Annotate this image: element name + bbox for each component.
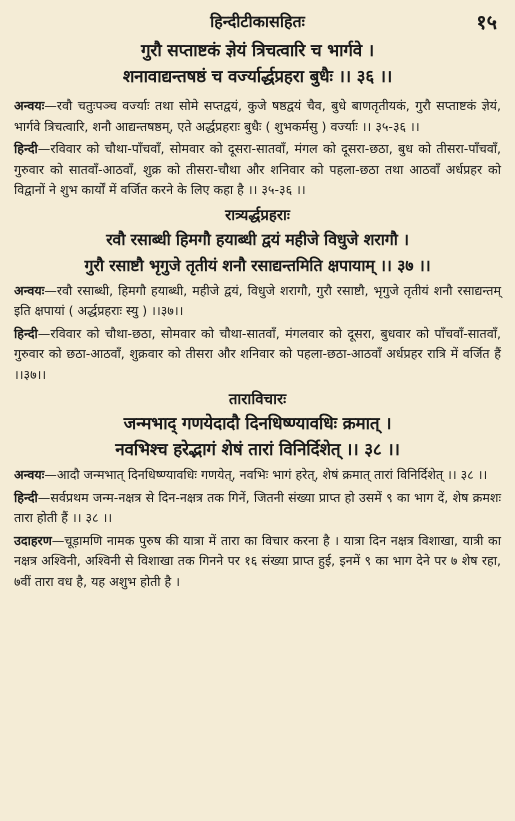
anvaya-38	[14, 465, 501, 486]
verse-line: गुरौ रसाष्टौ भृगुजे तृतीयं शनौ रसाद्यन्तमिति क्षपायाम् ।। ३७ ।।	[84, 255, 431, 275]
hindi-text: —रविवार को चौथा-पाँचवाँ, सोमवार को दूसरा-सातवाँ, मंगल को दूसरा-छठा, बुध को तीसरा-पाँचवाँ, गुरुवार को सातवाँ-आठवाँ, शुक्र को तीसरा-चौथा और शनिवार को पहला-छठा तथा आठवाँ अर्धप्रहर को विद्वानों ने शुभ कार्यों में वर्जित करने के लिए कहा है ।। ३५-३६ ।।	[14, 141, 501, 197]
anvaya-36	[14, 96, 501, 137]
section-title-night: रात्र्यर्द्धप्रहराः	[225, 205, 290, 224]
verse-line: गुरौ सप्ताष्टकं ज्ञेयं त्रिचत्वारि च भार्गवे ।	[141, 41, 374, 61]
hindi-36	[14, 139, 501, 201]
example-text: —चूड़ामणि नामक पुरुष की यात्रा में तारा का विचार करना है । यात्रा दिन नक्षत्र विशाखा, यात्री का नक्षत्र अश्विनी, अश्विनी से विशाखा तक गिनने पर १६ संख्या प्राप्त हुई, इनमें ९ का भाग देने पर ७ शेष रहा, ७वीं तारा वध है, यह अशुभ होती है ।	[14, 532, 501, 589]
anvaya-label: अन्वयः	[14, 98, 45, 113]
hindi-text: —रविवार को चौथा-छठा, सोमवार को चौथा-सातवाँ, मंगलवार को दूसरा, बुधवार को पाँचवाँ-सातवाँ, गुरुवार को छठा-आठवाँ, शुक्रवार को तीसरा और शनिवार को पहला-छठा-आठवाँ अर्धप्रहर रात्रि में वर्जित हैं ।।३७।।	[14, 325, 501, 382]
example-paragraph	[14, 531, 501, 593]
hindi-text: —सर्वप्रथम जन्म-नक्षत्र से दिन-नक्षत्र तक गिनें, जितनी संख्या प्राप्त हो उसमें ९ का भाग दें, शेष क्रमशः तारा होती हैं ।। ३८ ।।	[14, 489, 501, 525]
anvaya-text: —रवौ चतुःपञ्च वर्ज्याः तथा सोमे सप्तद्वयं, कुजे षष्ठद्वयं चैव, बुधे बाणतृतीयकं, गुरौ सप्ताष्टकं ज्ञेयं, भार्गवे त्रिचत्वारि, शनौ आद्यन्तषष्ठम्, एते अर्द्धप्रहराः बुधैः ( शुभकर्मसु ) वर्ज्याः ।। ३५-३६ ।।	[14, 98, 501, 134]
hindi-label: हिन्दी	[14, 489, 38, 505]
example-label: उदाहरण	[14, 532, 52, 548]
anvaya-label: अन्वयः	[14, 282, 45, 298]
anvaya-text: —आदौ जन्मभात् दिनधिष्ण्यावधिः गणयेत्, नवभिः भागं हरेत्, शेषं क्रमात् तारां विनिर्दिशेत् ।। ३८ ।।	[44, 467, 488, 482]
running-head: हिन्दीटीकासहितः	[210, 12, 305, 31]
anvaya-37	[14, 281, 501, 322]
anvaya-label: अन्वयः	[14, 467, 45, 482]
verse-37	[14, 227, 501, 279]
verse-38	[14, 411, 501, 463]
hindi-38	[14, 488, 501, 529]
verse-line: शनावाद्यन्तषष्ठं च वर्ज्यार्द्धप्रहरा बुधैः ।। ३६ ।।	[122, 67, 393, 87]
hindi-37	[14, 324, 501, 386]
page-header	[14, 6, 501, 38]
section-title-tara: ताराविचारः	[228, 390, 287, 408]
verse-line: रवौ रसाब्धी हिमगौ हयाब्धी द्वयं महीजे विधुजे शरागौ ।	[106, 229, 409, 249]
hindi-label: हिन्दी	[14, 141, 38, 156]
page-number: १५	[476, 10, 497, 34]
anvaya-text: —रवौ रसाब्धी, हिमगौ हयाब्धी, महीजे द्वयं, विधुजे शरागौ, गुरौ रसाष्टौ, भृगुजे तृतीयं शनौ रसाद्यन्तम् इति क्षपायां ( अर्द्धप्रहराः स्यु ) ।।३७।।	[14, 282, 501, 318]
hindi-label: हिन्दी	[14, 325, 38, 341]
verse-line: जन्मभाद् गणयेदादौ दिनधिष्ण्यावधिः क्रमात् ।	[123, 414, 392, 434]
verse-36	[14, 38, 501, 90]
verse-line: नवभिश्च हरेद्भागं शेषं तारां विनिर्दिशेत् ।। ३८ ।।	[115, 440, 400, 460]
